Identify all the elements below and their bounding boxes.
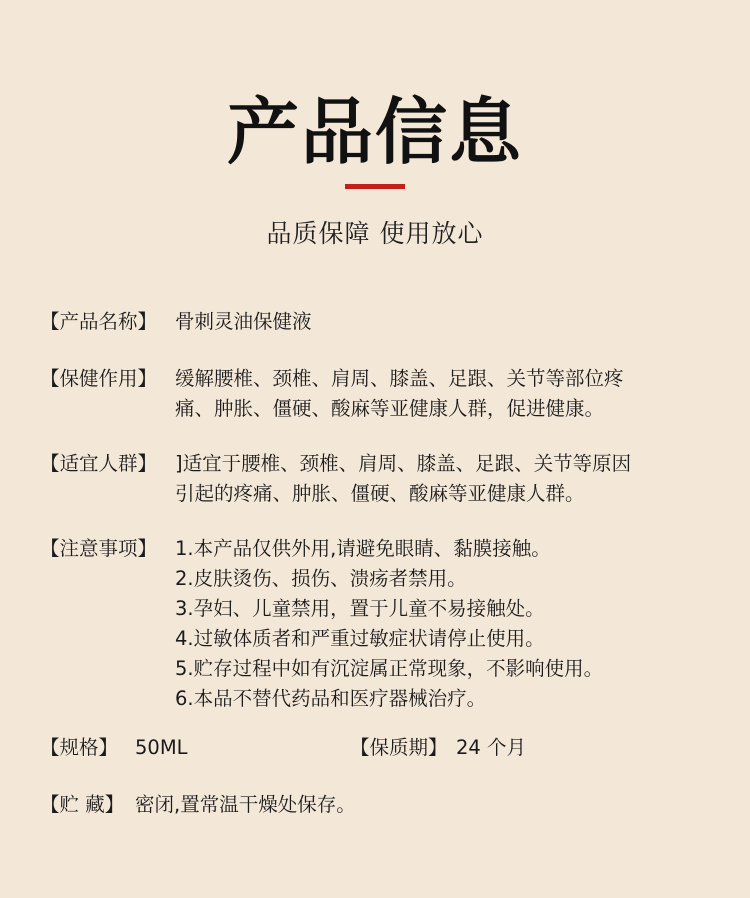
shelf-life-value: 24 个月 bbox=[456, 736, 527, 759]
notes-item: 2.皮肤烫伤、损伤、溃疡者禁用。 bbox=[175, 567, 467, 590]
function-label: 【保健作用】 bbox=[40, 367, 158, 390]
target-label: 【适宜人群】 bbox=[40, 452, 158, 475]
notes-item: 3.孕妇、儿童禁用，置于儿童不易接触处。 bbox=[175, 597, 545, 620]
shelf-life-label: 【保质期】 bbox=[350, 736, 448, 759]
storage-label: 【贮 藏】 bbox=[40, 793, 125, 816]
storage-value: 密闭,置常温干燥处保存。 bbox=[135, 793, 356, 816]
notes-label: 【注意事项】 bbox=[40, 537, 158, 560]
product-name-value: 骨刺灵油保健液 bbox=[175, 310, 312, 333]
target-line: ]适宜于腰椎、颈椎、肩周、膝盖、足跟、关节等原因 bbox=[175, 452, 632, 475]
title-accent-line bbox=[345, 184, 405, 189]
page-title: 产品信息 bbox=[226, 90, 523, 174]
notes-item: 6.本品不替代药品和医疗器械治疗。 bbox=[175, 687, 487, 710]
notes-item: 1.本产品仅供外用,请避免眼睛、黏膜接触。 bbox=[175, 537, 551, 560]
page-subtitle: 品质保障 使用放心 bbox=[266, 219, 484, 248]
function-line: 缓解腰椎、颈椎、肩周、膝盖、足跟、关节等部位疼 bbox=[175, 367, 624, 390]
product-name-label: 【产品名称】 bbox=[40, 310, 158, 333]
spec-value: 50ML bbox=[135, 736, 188, 759]
notes-item: 4.过敏体质者和严重过敏症状请停止使用。 bbox=[175, 627, 545, 650]
function-line: 痛、肿胀、僵硬、酸麻等亚健康人群，促进健康。 bbox=[175, 397, 605, 420]
spec-label: 【规格】 bbox=[40, 736, 119, 759]
notes-item: 5.贮存过程中如有沉淀属正常现象，不影响使用。 bbox=[175, 657, 604, 680]
target-line: 引起的疼痛、肿胀、僵硬、酸麻等亚健康人群。 bbox=[175, 482, 585, 505]
